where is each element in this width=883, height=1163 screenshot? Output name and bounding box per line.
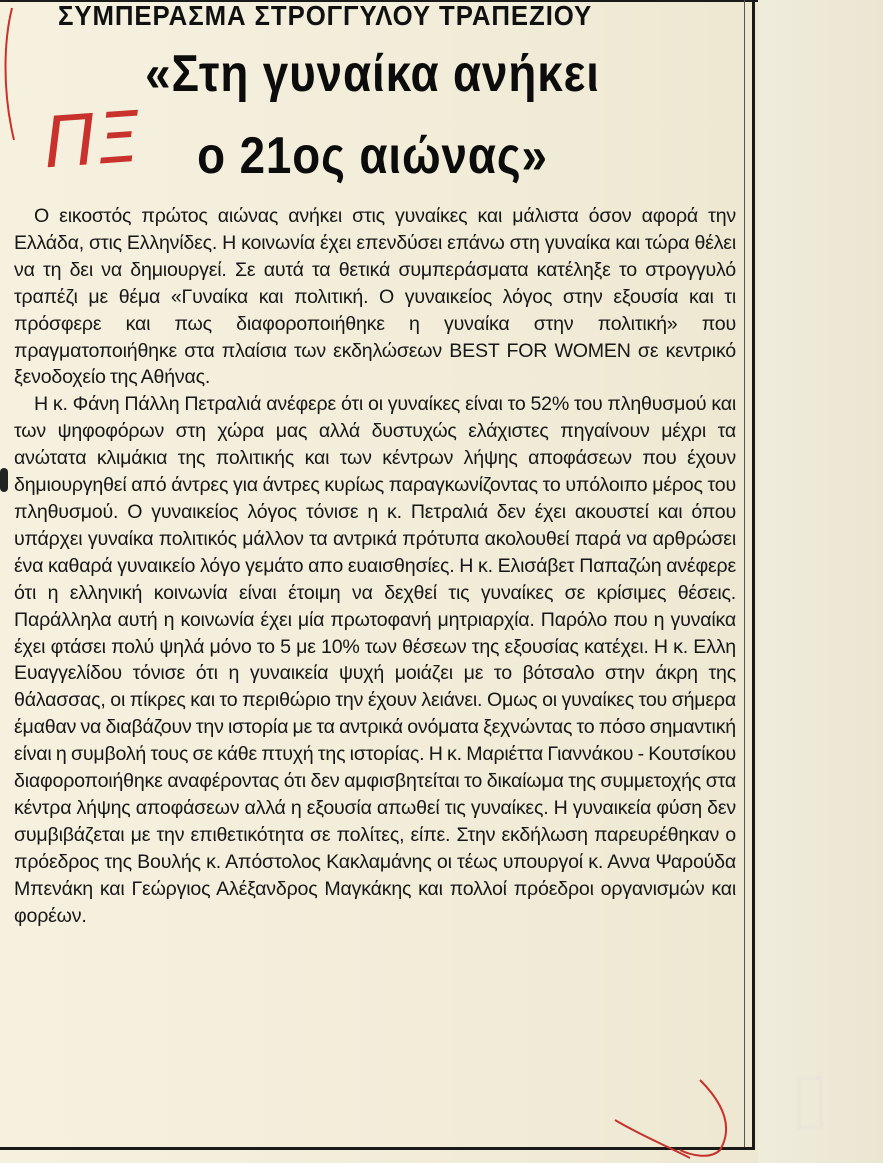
clipping-border-right: [752, 0, 755, 1150]
headline-line-1: «Στη γυναίκα ανήκει: [145, 45, 600, 103]
binder-hole-mark: [0, 468, 8, 492]
article-kicker: ΣΥΜΠΕΡΑΣΜΑ ΣΤΡΟΓΓΥΛΟΥ ΤΡΑΠΕΖΙΟΥ: [58, 0, 593, 31]
article-paragraph-1: Ο εικοστός πρώτος αιώνας ανήκει στις γυναίκες και μάλιστα όσον αφορά την Ελλάδα, στις Ελληνίδες. Η κοινωνία έχει επενδύσει επάνω στη γυναίκα και τώρα θέλει να τη δει να δημιουργεί. Σε αυτά τα θετικά συμπεράσματα κατέληξε το στρογγυλό τραπέζι με θέμα «Γυναίκα και πολιτική. Ο γυναικείος λόγος στην εξουσία και τι πρόσφερε και πως διαφοροποιήθηκε η γυναίκα στην πολιτική» που πραγματοποιήθηκε στα πλαίσια των εκδηλώσεων BEST FOR WOMEN σε κεντρικό ξενοδοχείο της Αθήνας.: [14, 205, 736, 389]
red-pen-stroke-bottom-2: [615, 1120, 690, 1158]
clipping-border-right-inner: [744, 0, 745, 1150]
article-body: [14, 203, 736, 929]
handwritten-annotation: ΠΞ: [41, 95, 144, 185]
red-pen-stroke-bottom: [680, 1080, 726, 1156]
headline-line-2: ο 21ος αιώνας»: [197, 127, 548, 185]
article-paragraph-2: Η κ. Φάνη Πάλλη Πετραλιά ανέφερε ότι οι γυναίκες είναι το 52% του πληθυσμού και των ψηφοφόρων στη χώρα μας αλλά δυστυχώς ελάχιστες πηγαίνουν μέχρι τα ανώτατα κλιμάκια της πολιτικής και των κέντρων λήψης αποφάσεων που έχουν δημιουργηθεί από άντρες για άντρες κυρίως παραγκωνίζοντας το υπόλοιπο μέρος του πληθυσμού. Ο γυναικείος λόγος τόνισε η κ. Πετραλιά δεν έχει ακουστεί και όπου υπάρχει γυναίκα πολιτικός μάλλον τα αντρικά πρότυπα ακολουθεί παρά να αρθρώσει ένα καθαρά γυναικείο λόγο γεμάτο απο ευαισθησίες. Η κ. Ελισάβετ Παπαζώη ανέφερε ότι η ελληνική κοινωνία είναι έτοιμη να δεχθεί τις γυναίκες σε κρίσιμες θέσεις. Παράλληλα αυτή η κοινωνία έχει μία πρωτοφανή μητριαρχία. Παρόλο που η γυναίκα έχει φτάσει πολύ ψηλά μόνο το 5 με 10% των θέσεων της εξουσίας κατέχει. Η κ. Ελλη Ευαγγελίδου τόνισε ότι η γυναικεία ψυχή μοιάζει με το βότσαλο στην άκρη της θάλασσας, οι πίκρες και το περιθώριο την έχουν λειάνει. Ομως οι γυναίκες του σήμερα έμαθαν να διαβάζουν την ιστορία με τα αντρικά ονόματα ξεχνώντας το πόσο σημαντική είναι η συμβολή τους σε κάθε πτυχή της ιστορίας. Η κ. Μαριέττα Γιαννάκου - Κουτσίκου διαφοροποιήθηκε αναφέροντας ότι δεν αμφισβητείται το δικαίωμα της συμμετοχής στα κέντρα λήψης αποφάσεων αλλά η εξουσία απωθεί τις γυναίκες. Η γυναικεία φύση δεν συμβιβάζεται με την επιθετικότητα σε πολίτες, είπε. Στην εκδήλωση παρευρέθηκαν ο πρόεδρος της Βουλής κ. Απόστολος Κακλαμάνης οι τέως υπουργοί κ. Αννα Ψαρούδα Μπενάκη και Γεώργιος Αλέξανδρος Μαγκάκης και πολλοί πρόεδροι οργανισμών και φορέων.: [14, 393, 736, 927]
archive-stamp-icon: ▯: [790, 1058, 830, 1136]
red-pen-stroke-left: [6, 8, 15, 140]
scan-margin: [758, 0, 883, 1163]
clipping-border-bottom: [0, 1147, 755, 1150]
